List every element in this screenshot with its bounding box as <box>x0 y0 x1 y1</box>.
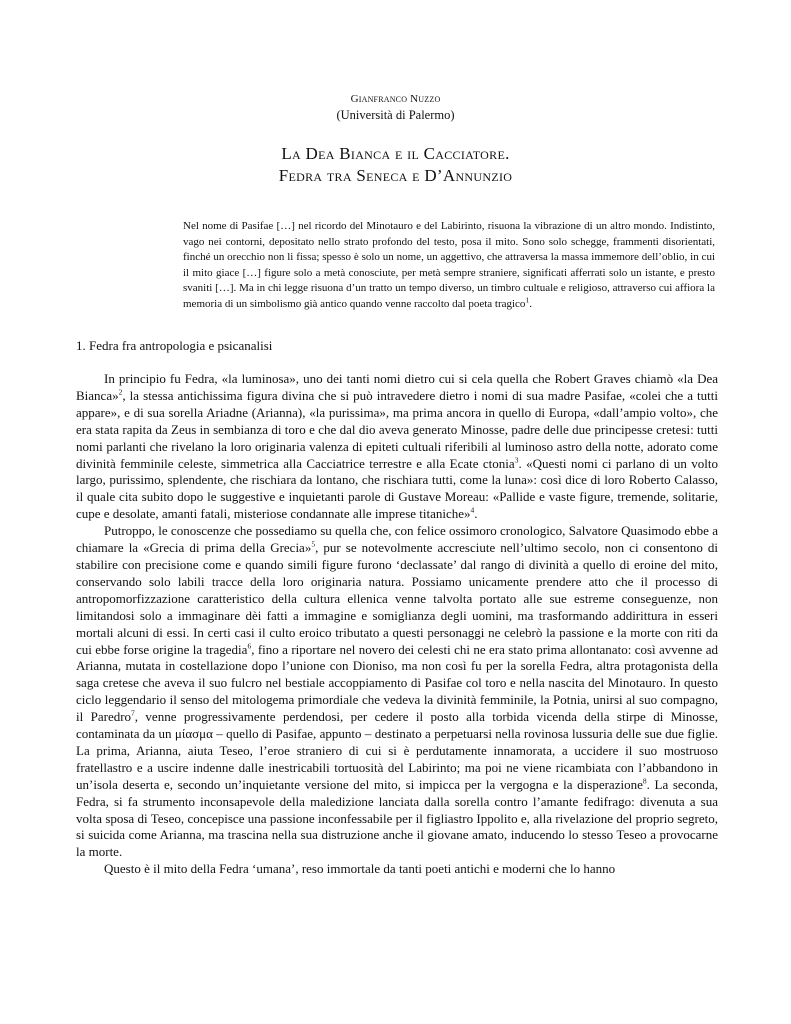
body-text <box>76 371 718 878</box>
footnote-ref: 8 <box>642 776 647 786</box>
footnote-ref: 1 <box>525 294 530 304</box>
paragraph-text: Questo è il mito della Fedra ‘umana’, reso immortale da tanti poeti antichi e moderni che lo hanno <box>104 861 616 877</box>
footnote-ref: 4 <box>470 505 475 515</box>
paragraph-text: . «Questi nomi ci parlano di un volto largo, purissimo, splendente, che rischiara da lontano, che rischiara tutti, come la luna»: così dice di loro Roberto Calasso, il quale cita subito dopo le suggestive e inquietanti parole di Gustave Moreau: «Pallide e vaste figure, tremende, solitarie, cupe e desolate, amanti fatali, misteriose condannate alle imprese titaniche» <box>76 455 718 522</box>
footnote-ref: 6 <box>247 641 252 651</box>
footnote-ref: 2 <box>118 387 123 397</box>
paragraph <box>76 523 718 861</box>
paragraph-text: In principio fu Fedra, «la luminosa», uno dei tanti nomi dietro cui si cela quella che Robert Graves chiamò «la Dea Bianca» <box>76 371 718 403</box>
paragraph-text: , pur se notevolmente accresciute nell’ultimo secolo, non ci consentono di stabilire con precisione come e quando simili figure furono ‘declassate’ dal rango di divinità a quello di eroine del mito, conservando solo labili tracce della loro originaria natura. Possiamo unicamente prendere atto che il processo di antropomorfizzazione caratteristico della cultura ellenica venne talvolta portato alle sue estreme conseguenze, non limitandosi solo a immaginare dèi fatti a immagine e somiglianza degli uomini, ma trasformando addirittura in esseri mortali alcuni di essi. In certi casi il culto eroico tributato a questi personaggi ne celebrò la passione e la morte con riti da cui ebbe forse origine la tragedia <box>76 540 718 657</box>
epigraph-text: Nel nome di Pasifae […] nel ricordo del Minotauro e del Labirinto, risuona la vibrazione di un altro mondo. Indistinto, vago nei contorni, depositato nello strato profondo del testo, posa il mito. Sono solo schegge, frammenti disorientati, finché un orecchio non li fissa; spesso è solo un nome, un aggettivo, che attraversa la massa immemore dell’oblio, in cui il mito giace […] figure solo a metà conosciute, per metà sempre straniere, significati afferrati solo un istante, e presto svaniti […]. Ma in chi legge risuona d’un tratto un tempo diverso, un timbro cultuale e religioso, attraverso cui affiora la memoria di un simbolismo già antico quando venne raccolto dal poeta tragico <box>183 220 715 310</box>
title-line-1: La Dea Bianca e il Cacciatore. <box>281 144 510 163</box>
footnote-ref: 5 <box>311 539 316 549</box>
epigraph-quote: Nel nome di Pasifae […] nel ricordo del Minotauro e del Labirinto, risuona la vibrazione di un altro mondo. Indistinto, vago nei contorni, depositato nello strato profondo del testo, posa il mito. Sono solo schegge, frammenti disorientati, finché un orecchio non li fissa; spesso è solo un nome, un aggettivo, che attraversa la massa immemore dell’oblio, in cui il mito giace […] figure solo a metà conosciute, per metà sempre straniere, significati afferrati solo un istante, e presto svaniti […]. Ma in chi legge risuona d’un tratto un tempo diverso, un timbro cultuale e religioso, attraverso cui affiora la memoria di un simbolismo già antico quando venne raccolto dal poeta tragico$^1$. <box>183 220 715 310</box>
paper-title <box>0 143 791 187</box>
paragraph <box>76 371 718 523</box>
paragraph-text: Putroppo, le conoscenze che possediamo su quella che, con felice ossimoro cronologico, Salvatore Quasimodo ebbe a chiamare la «Grecia di prima della Grecia» <box>76 523 718 556</box>
paragraph <box>76 861 718 878</box>
paragraph-text: . La seconda, Fedra, si fa strumento inconsapevole della maledizione lanciata dalla sorella contro l’amante fedifrago: divenuta a sua volta sposa di Teseo, concepisce una passione inconfessabile per il figliastro Ippolito e, alla rivelazione del proprio segreto, si suicida come Arianna, ma trascina nella sua distruzione anche il giovane amato, inducendo lo stesso Teseo a provocarne la morte. <box>76 776 718 860</box>
paragraph-text: , la stessa antichissima figura divina che si può intravedere dietro i nomi di sua madre Pasifae, «colei che a tutti appare», e di sua sorella Ariadne (Arianna), «la purissima», ma prima ancora in quello di Europa, «dall’ampio volto», che era stata rapita da Zeus in sembianza di toro e che dal dio aveva generato Minosse, padre delle due principesse cretesi: tutti nomi parlanti che rivelano la loro originaria valenza di epiteti cultuali riferibili al luminoso astro della notte, adorato come divinità femminile celeste, simmetrica alla Cacciatrice terrestre e alla Ecate ctonia <box>76 387 718 471</box>
section-heading: 1. Fedra fra antropologia e psicanalisi <box>76 338 273 353</box>
author-affiliation: (Università di Palermo) <box>336 108 455 122</box>
footnote-ref: 7 <box>131 708 135 718</box>
paragraph-text: . <box>474 506 478 522</box>
paragraph-text: , fino a riportare nel novero dei celesti chi ne era stato prima allontanato: così avvenne ad Arianna, mutata in costellazione dopo l’unione con Dioniso, ma non così fu per la sorella Fedra, altra protagonista della saga cretese che aveva il suo fulcro nel bestiale accoppiamento di Pasifae col toro e nella nascita del Minotauro. In questo ciclo leggendario il senso del mitologema primordiale che vedeva la divinità femminile, la Potnia, unirsi al suo compagno, il Paredro <box>76 641 718 725</box>
title-line-2: Fedra tra Seneca e D’Annunzio <box>278 166 513 185</box>
paragraph-text: , venne progressivamente perdendosi, per cedere il posto alla torbida vicenda della stirpe di Minosse, contaminata da un μίασμα – quello di Pasifae, appunto – destinato a perpetuarsi nella rovinosa lussuria delle sue due figlie. La prima, Arianna, aiuta Teseo, l’eroe straniero di cui si è perdutamente innamorata, a uccidere il suo mostruoso fratellastro e a uscire indenne dalle inestricabili tortuosità del Labirinto; ma poi ne viene ricambiata con l’abbandono in un’isola deserta e, secondo un’inquietante versione del mito, si impicca per la vergogna e la disperazione <box>76 709 719 792</box>
footnote-ref: 3 <box>514 455 519 465</box>
author-name: Gianfranco Nuzzo <box>350 93 441 105</box>
